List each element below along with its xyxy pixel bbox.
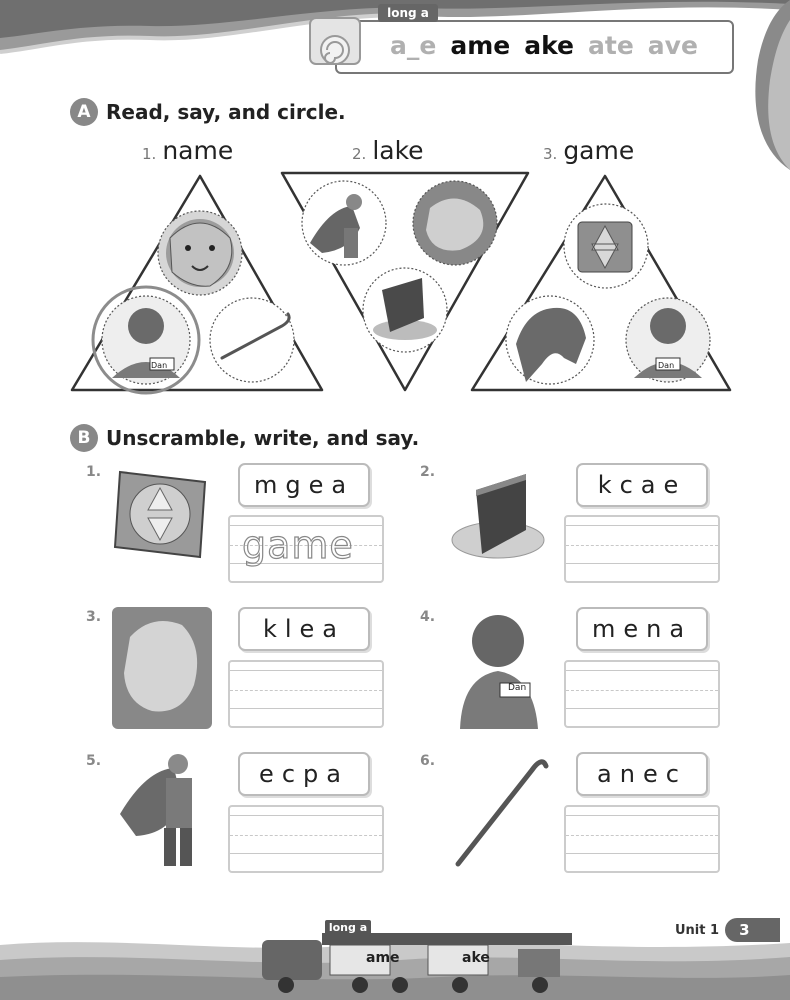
scramble-box-1: mgea bbox=[238, 463, 370, 507]
item-number-4: 4. bbox=[420, 609, 436, 625]
cape-icon bbox=[302, 181, 386, 265]
lake-icon bbox=[112, 607, 212, 729]
scramble-box-3: klea bbox=[238, 607, 370, 651]
long-a-tag: long a bbox=[378, 4, 438, 22]
item-number-6: 6. bbox=[420, 753, 436, 769]
boy-icon bbox=[93, 287, 199, 393]
cane-icon bbox=[210, 298, 294, 382]
name-tag-1: Dan bbox=[151, 361, 168, 370]
write-box-5[interactable] bbox=[228, 805, 384, 873]
write-box-6[interactable] bbox=[564, 805, 720, 873]
scramble-box-2: kcae bbox=[576, 463, 708, 507]
cape-icon bbox=[116, 752, 210, 872]
item-number-5: 5. bbox=[86, 753, 102, 769]
cake-icon bbox=[448, 470, 550, 562]
item-number-3: 3. bbox=[86, 609, 102, 625]
section-b-badge: B bbox=[70, 424, 98, 452]
phonics-patterns bbox=[390, 28, 698, 62]
pattern-ame: ame bbox=[450, 30, 511, 60]
word-num-2: 2. bbox=[352, 145, 367, 163]
item-number-1: 1. bbox=[86, 464, 102, 480]
item-number-2: 2. bbox=[420, 464, 436, 480]
lion-icon bbox=[158, 211, 242, 295]
truck-word-ake: ake bbox=[462, 950, 490, 966]
word-label-1 bbox=[142, 136, 233, 165]
truck-word-ame: ame bbox=[366, 950, 400, 966]
write-box-2[interactable] bbox=[564, 515, 720, 583]
truck-tag: long a bbox=[325, 920, 371, 936]
cake-icon bbox=[363, 268, 447, 352]
section-a-badge: A bbox=[70, 98, 98, 126]
triangles-area bbox=[60, 168, 740, 400]
scramble-box-5: ecpa bbox=[238, 752, 370, 796]
section-a-heading bbox=[70, 98, 346, 126]
scramble-box-4: mena bbox=[576, 607, 708, 651]
word-label-3 bbox=[543, 136, 634, 165]
name-tag-3: Dan bbox=[508, 683, 527, 693]
write-box-4[interactable] bbox=[564, 660, 720, 728]
scroll-icon bbox=[300, 10, 370, 72]
board-game-icon bbox=[110, 462, 210, 562]
write-box-1[interactable] bbox=[228, 515, 384, 583]
word-2: lake bbox=[372, 136, 424, 165]
section-b-title: Unscramble, write, and say. bbox=[106, 426, 420, 450]
page-number: 3 bbox=[725, 918, 780, 942]
name-tag-2: Dan bbox=[658, 361, 675, 370]
word-num-3: 3. bbox=[543, 145, 558, 163]
pattern-a-e: a_e bbox=[390, 30, 437, 60]
lake-icon bbox=[413, 181, 497, 265]
word-label-2 bbox=[352, 136, 424, 165]
word-1: name bbox=[162, 136, 234, 165]
word-num-1: 1. bbox=[142, 145, 157, 163]
word-3: game bbox=[563, 136, 635, 165]
pattern-ate: ate bbox=[588, 30, 634, 60]
pattern-ake: ake bbox=[524, 30, 574, 60]
unit-label: Unit 1 bbox=[675, 922, 720, 938]
section-b-heading bbox=[70, 424, 419, 452]
boy-icon bbox=[452, 607, 544, 729]
write-box-3[interactable] bbox=[228, 660, 384, 728]
board-game-icon bbox=[564, 204, 648, 288]
page-indicator bbox=[675, 918, 780, 942]
scramble-box-6: anec bbox=[576, 752, 708, 796]
section-a-title: Read, say, and circle. bbox=[106, 100, 346, 124]
trace-answer-1: game bbox=[242, 523, 354, 567]
horse-icon bbox=[506, 296, 594, 384]
pattern-ave: ave bbox=[647, 30, 698, 60]
cane-icon bbox=[450, 752, 550, 872]
